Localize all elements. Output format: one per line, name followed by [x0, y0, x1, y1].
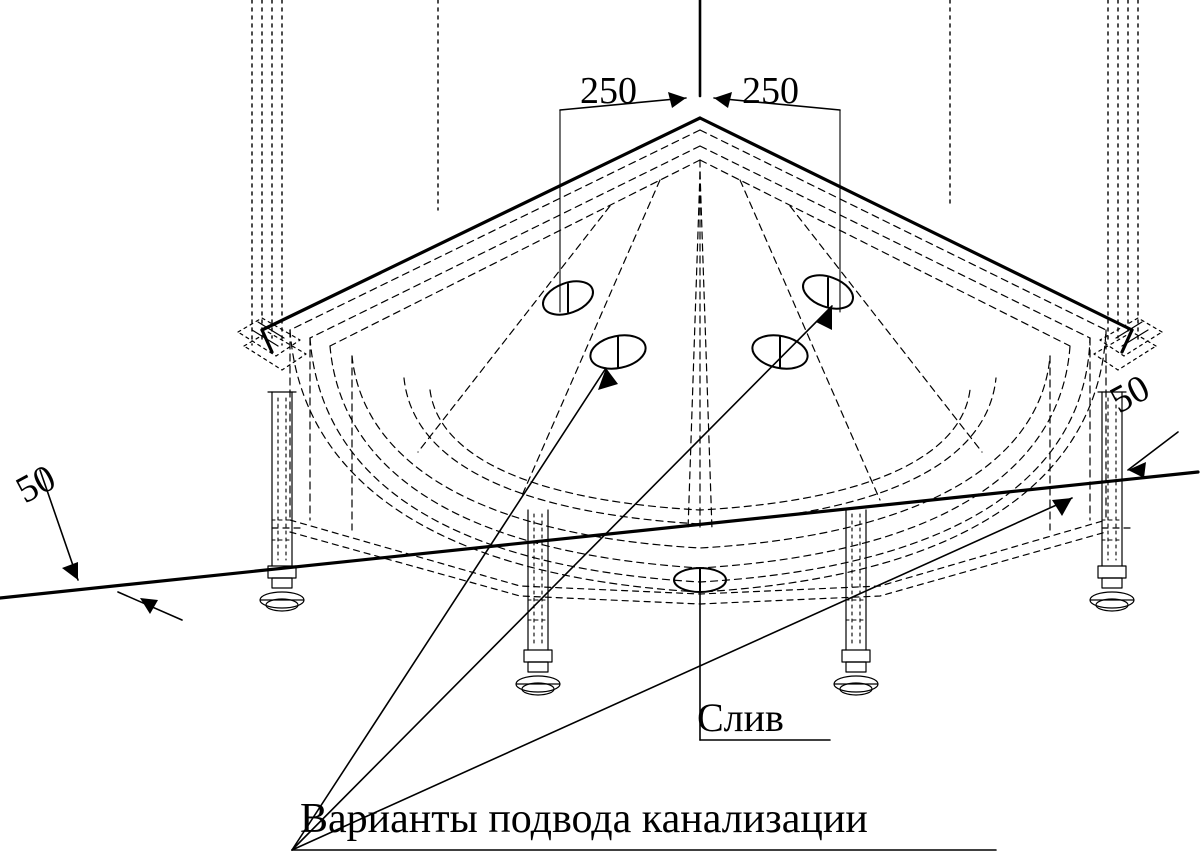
dimension-50-right	[1128, 432, 1178, 478]
dimension-250-right-label: 250	[742, 70, 799, 112]
dimension-250-left-label: 250	[580, 70, 637, 112]
connection-point-inner-left	[587, 331, 648, 374]
leg-far-left	[260, 392, 304, 611]
connection-point-upper-right	[798, 269, 857, 315]
tray-rim-outline	[262, 118, 1132, 352]
leg-far-right	[1090, 392, 1134, 611]
reference-diagonals	[0, 472, 1198, 598]
tray-dashed-body	[290, 130, 1106, 592]
sewer-connection-variants-label: Варианты подвода канализации	[300, 796, 868, 842]
connection-point-upper-left	[538, 275, 597, 321]
dimension-50-right-label: 50	[1103, 366, 1157, 422]
vertical-guide-lines	[252, 0, 1138, 345]
drain-label: Слив	[697, 695, 784, 740]
connection-points	[538, 269, 857, 592]
leader-lines	[292, 306, 1072, 850]
dimension-50-left-label: 50	[9, 456, 63, 512]
drain-point	[674, 568, 726, 592]
